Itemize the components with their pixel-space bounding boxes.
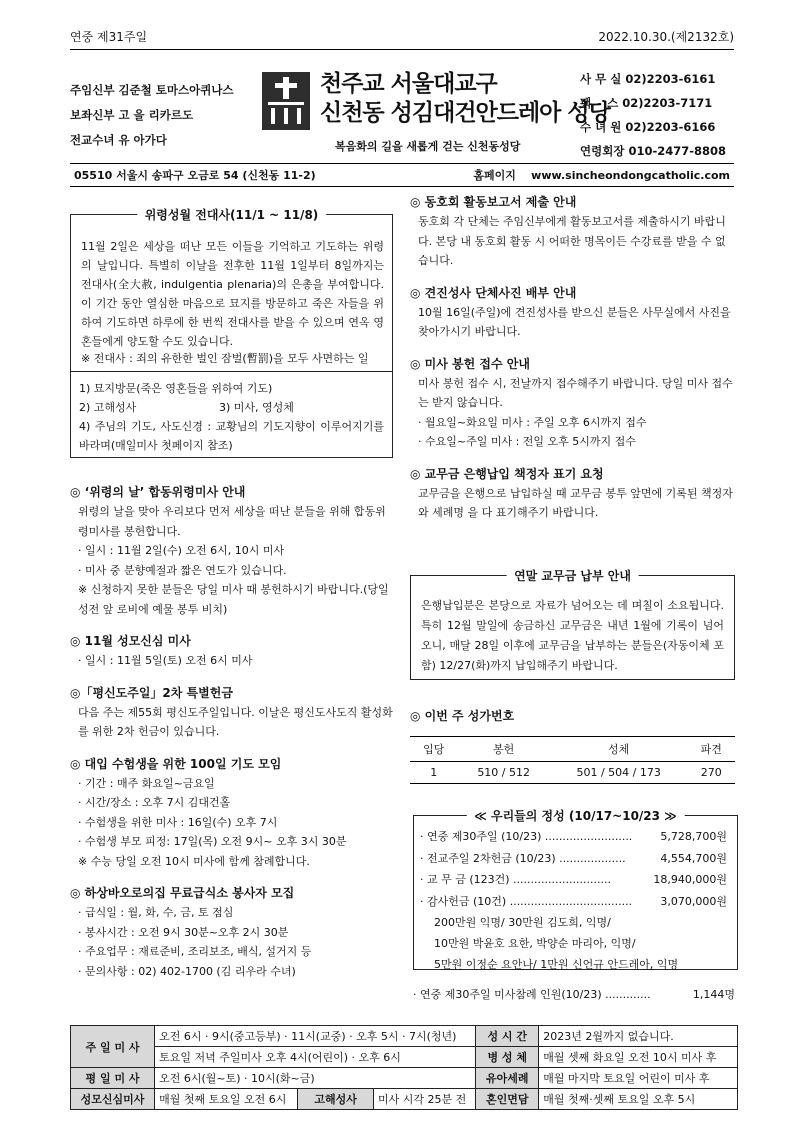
hymn-header: 파견 (687, 737, 735, 762)
section-line: ※ 수능 당일 오전 10시 미사에 함께 참례합니다. (78, 854, 310, 868)
section-line: · 수요일~주일 미사 : 전일 오후 5시까지 접수 (418, 435, 636, 448)
marian-mass-label: 성모신심미사 (71, 1089, 155, 1110)
church-slogan: 복음화의 길을 새롭게 걷는 신천동성당 (335, 140, 521, 153)
church-logo-icon (262, 72, 310, 130)
donor-list (420, 912, 727, 975)
marriage-label: 혼인면담 (476, 1089, 539, 1110)
offering-item (420, 891, 727, 913)
right-column (410, 192, 735, 523)
offering-amount: 4,554,700원 (660, 851, 727, 865)
church-name-line1: 천주교 서울대교구 (320, 71, 497, 97)
section-line: 동호회 각 단체는 주임신부에게 활동보고서를 제출하시기 바랍니다. 본당 내 동호회 활동 시 어떠한 명목이든 수강료를 받을 수 없습니다. (418, 215, 726, 267)
hymn-value: 510 / 512 (457, 762, 549, 784)
section-line: · 봉사시간 : 오전 9시 30분~오후 2시 30분 (78, 925, 289, 939)
weekday-mass-times: 오전 6시(월~토) · 10시(화~금) (155, 1068, 476, 1089)
attendance-value: 1,144명 (692, 988, 735, 1001)
hymn-value-row (410, 762, 735, 784)
section-line: 10월 16일(주일)에 견진성사를 받으신 분들은 사무실에서 사진을 찾아가시기 바랍니다. (418, 305, 731, 338)
hymn-section (410, 706, 740, 784)
section-title: ◎ 교무금 은행납입 책정자 표기 요청 (410, 466, 604, 481)
contact-office: 사 무 실 02)2203-6161 (580, 72, 716, 86)
offerings-list (420, 826, 727, 975)
condition-row (79, 398, 384, 417)
hymn-header-row (410, 737, 735, 762)
annual-dues-title: 연말 교무금 납부 안내 (506, 567, 639, 584)
infant-baptism-info: 매월 마지막 토요일 어린이 미사 후 (539, 1068, 738, 1089)
adoration-info: 2023년 2월까지 없습니다. (539, 1026, 738, 1047)
church-address: 05510 서울시 송파구 오금로 54 (신천동 11-2) (74, 169, 316, 182)
offering-item (420, 826, 727, 848)
section-line: · 미사 중 분향예절과 짧은 연도가 있습니다. (78, 563, 287, 577)
section-exam-prayer (70, 754, 396, 872)
address-line (70, 163, 734, 187)
hymn-value: 1 (410, 762, 457, 784)
confession-info: 미사 시각 25분 전 (374, 1089, 476, 1110)
section-line: · 수험생을 위한 미사 : 16일(수) 오후 7시 (78, 815, 278, 829)
hymn-header: 봉헌 (457, 737, 549, 762)
church-name (320, 70, 610, 128)
anointing-info: 매월 셋째 화요일 오전 10시 미사 후 (539, 1047, 738, 1068)
offering-amount: 3,070,000원 (660, 894, 727, 908)
section-title: ◎ 대입 수험생을 위한 100일 기도 모임 (70, 756, 282, 771)
condition-2: 2) 고해성사 (79, 401, 137, 414)
confession-label: 고해성사 (298, 1089, 374, 1110)
section-title: ◎ 견진성사 단체사진 배부 안내 (410, 285, 577, 300)
attendance-line (413, 984, 735, 1006)
hymn-title: ◎ 이번 주 성가번호 (410, 709, 515, 723)
offerings-panel (413, 809, 738, 971)
contact-convent: 수 녀 원 02)2203-6166 (580, 120, 716, 134)
hymn-header: 입당 (410, 737, 457, 762)
section-line: · 일시 : 11월 2일(수) 오전 6시, 10시 미사 (78, 544, 285, 557)
sunday-mass-times: 오전 6시 · 9시(중고등부) · 11시(교중) · 오후 5시 · 7시(청년) (155, 1026, 476, 1047)
section-title: ◎ 11월 성모신심 미사 (70, 634, 191, 648)
section-laity-sunday (70, 683, 396, 742)
adoration-label: 성 시 간 (476, 1026, 539, 1047)
anointing-label: 병 성 체 (476, 1047, 539, 1068)
condition-3: 3) 미사, 영성체 (219, 401, 294, 414)
section-mass-offering (410, 354, 735, 452)
section-title: ◎ 하상바오로의집 무료급식소 봉사자 모집 (70, 886, 295, 900)
hymn-header: 성체 (550, 737, 688, 762)
indulgence-conditions (79, 379, 384, 455)
offering-label: · 전교주일 2차헌금 (10/23) ................... (420, 851, 626, 865)
section-line: 교무금을 은행으로 납입하실 때 교무금 봉투 앞면에 기록된 책정자와 세례명 을 다 표기해주기 바랍니다. (418, 486, 733, 519)
offerings-title: ≪ 우리들의 정성 (10/17~10/23 ≫ (466, 807, 685, 824)
annual-dues-body: 은행납입분은 본당으로 자료가 넘어오는 데 며칠이 소요됩니다. 특히 12월 말일에 송금하신 교무금은 내년 1월에 기록이 넘어오니, 매달 28일 이후에 교무금을 납부하는 분들은(자동이체 포함) 12/27(화)까지 납입해주기 바랍니다. (421, 599, 724, 672)
marriage-info: 매월 첫째·셋째 토요일 오후 5시 (539, 1089, 738, 1110)
section-line: · 시간/장소 : 오후 7시 김대건홀 (78, 796, 231, 809)
offering-amount: 18,940,000원 (653, 873, 727, 886)
church-name-line2: 신천동 성김대건안드레아 성당 (320, 100, 610, 126)
section-title: ◎ 미사 봉헌 접수 안내 (410, 356, 530, 371)
top-header-line (70, 28, 734, 50)
homepage-link[interactable]: 홈페이지 www.sincheondongcatholic.com (473, 169, 730, 182)
bulletin-date: 2022.10.30.(제2132호) (598, 30, 734, 44)
sunday-mass-label: 주 일 미 사 (71, 1026, 155, 1068)
saturday-mass-times: 토요일 저녁 주일미사 오후 4시(어린이) · 오후 6시 (155, 1047, 476, 1068)
offering-amount: 5,728,700원 (660, 830, 727, 843)
donor-line: 200만원 익명/ 30만원 김도희, 익명/ (434, 916, 611, 929)
liturgical-week: 연중 제31주일 (70, 30, 148, 44)
section-line: · 기간 : 매주 화요일~금요일 (78, 776, 215, 790)
indulgence-body (81, 237, 384, 351)
section-line: · 주요업무 : 재료준비, 조리보조, 배식, 설거지 등 (78, 945, 312, 958)
section-title: ◎「평신도주일」2차 특별헌금 (70, 685, 233, 700)
infant-baptism-label: 유아세례 (476, 1068, 539, 1089)
staff-list (70, 78, 234, 153)
section-title: ◎ 동호회 활동보고서 제출 안내 (410, 195, 577, 209)
section-title: ◎ ‘위령의 날’ 합동위령미사 안내 (70, 485, 246, 499)
offering-label: · 연중 제30주일 (10/23) ......................... (420, 830, 633, 843)
contact-list (580, 67, 726, 163)
hymn-value: 270 (687, 762, 735, 784)
donor-line: 10만원 박윤호 요한, 박양순 마리아, 익명/ (434, 937, 636, 950)
contact-funeral: 연령회장 010-2477-8808 (580, 144, 727, 158)
indulgence-note: ※ 전대사 : 죄의 유한한 벌인 잠벌(暫罰)을 모두 사면하는 일 (81, 352, 369, 365)
staff-assistant: 보좌신부 고 을 리카르도 (70, 108, 194, 122)
offering-item (420, 869, 727, 891)
indulgence-text: 11월 2일은 세상을 떠난 모든 이들을 기억하고 기도하는 위령의 날입니다. 특별히 이날을 전후한 11월 1일부터 8일까지는 전대사(全大赦, indulgentia plenaria)의 은총을 부여합니다. 이 기간 동안 열심한 마음으로 묘지를 방문하고 죽은 자들을 위하여 기도하면 하루에 한 번씩 전대사를 받을 수 있으며 연옥 영혼들에게 양도할 수도 있습니다. (81, 240, 384, 348)
section-marian-mass (70, 631, 396, 671)
offering-label: · 감사헌금 (10건) ................................... (420, 894, 633, 908)
section-line: 미사 봉헌 접수 시, 전날까지 접수해주기 바랍니다. 당일 미사 접수는 받지 않습니다. (418, 376, 733, 409)
staff-pastor: 주임신부 김준철 토마스아퀴나스 (70, 83, 234, 97)
section-line: · 일시 : 11월 5일(토) 오전 6시 미사 (78, 654, 253, 667)
hymn-table (410, 736, 735, 784)
section-line: · 수험생 부모 피정: 17일(목) 오전 9시~ 오후 3시 30분 (78, 835, 347, 848)
left-column (70, 482, 396, 981)
attendance-label: · 연중 제30주일 미사참례 인원(10/23) ............. (413, 988, 651, 1001)
staff-sister: 전교수녀 유 아가다 (70, 133, 167, 147)
donor-line: 5만원 이정순 요안나/ 1만원 신언규 안드레아, 익명 (434, 958, 679, 971)
annual-dues-panel (410, 569, 735, 680)
offering-label: · 교 무 금 (123건) ............................ (420, 873, 611, 886)
condition-4: 4) 주님의 기도, 사도신경 : 교황님의 기도지향이 이루어지기를 바라며(매일미사 첫페이지 참조) (79, 420, 384, 452)
section-dues-marking (410, 464, 735, 523)
section-line: ※ 신청하지 못한 분들은 당일 미사 때 봉헌하시기 바랍니다.(당일 성전 앞 로비에 예물 봉투 비치) (78, 583, 389, 616)
indulgence-title: 위령성월 전대사(11/1 ~ 11/8) (137, 206, 327, 223)
section-club-report (410, 192, 735, 271)
offering-item (420, 848, 727, 870)
weekday-mass-label: 평 일 미 사 (71, 1068, 155, 1089)
section-memorial-mass (70, 482, 396, 619)
section-line: · 문의사항 : 02) 402-1700 (김 리우라 수녀) (78, 964, 296, 978)
contact-fax: 팩 스 02)2203-7171 (580, 96, 713, 110)
mass-schedule (70, 1025, 738, 1110)
section-line: 위령의 날을 맞아 우리보다 먼저 세상을 떠난 분들을 위해 합동위령미사를 봉헌합니다. (78, 505, 386, 538)
indulgence-panel (70, 208, 393, 458)
condition-1: 1) 묘지방문(죽은 영혼들을 위하여 기도) (79, 382, 273, 395)
hymn-value: 501 / 504 / 173 (550, 762, 688, 784)
section-line: · 급식일 : 월, 화, 수, 금, 토 점심 (78, 906, 234, 919)
section-volunteer (70, 883, 396, 981)
section-line: · 월요일~화요일 미사 : 주일 오후 6시까지 접수 (418, 415, 647, 429)
marian-mass-info: 매월 첫째 토요일 오전 6시 (155, 1089, 298, 1110)
divider (71, 371, 392, 372)
section-confirmation-photo (410, 283, 735, 342)
schedule-table (70, 1025, 738, 1110)
section-line: 다음 주는 제55회 평신도주일입니다. 이날은 평신도사도직 활성화를 위한 2차 헌금이 있습니다. (78, 705, 393, 738)
